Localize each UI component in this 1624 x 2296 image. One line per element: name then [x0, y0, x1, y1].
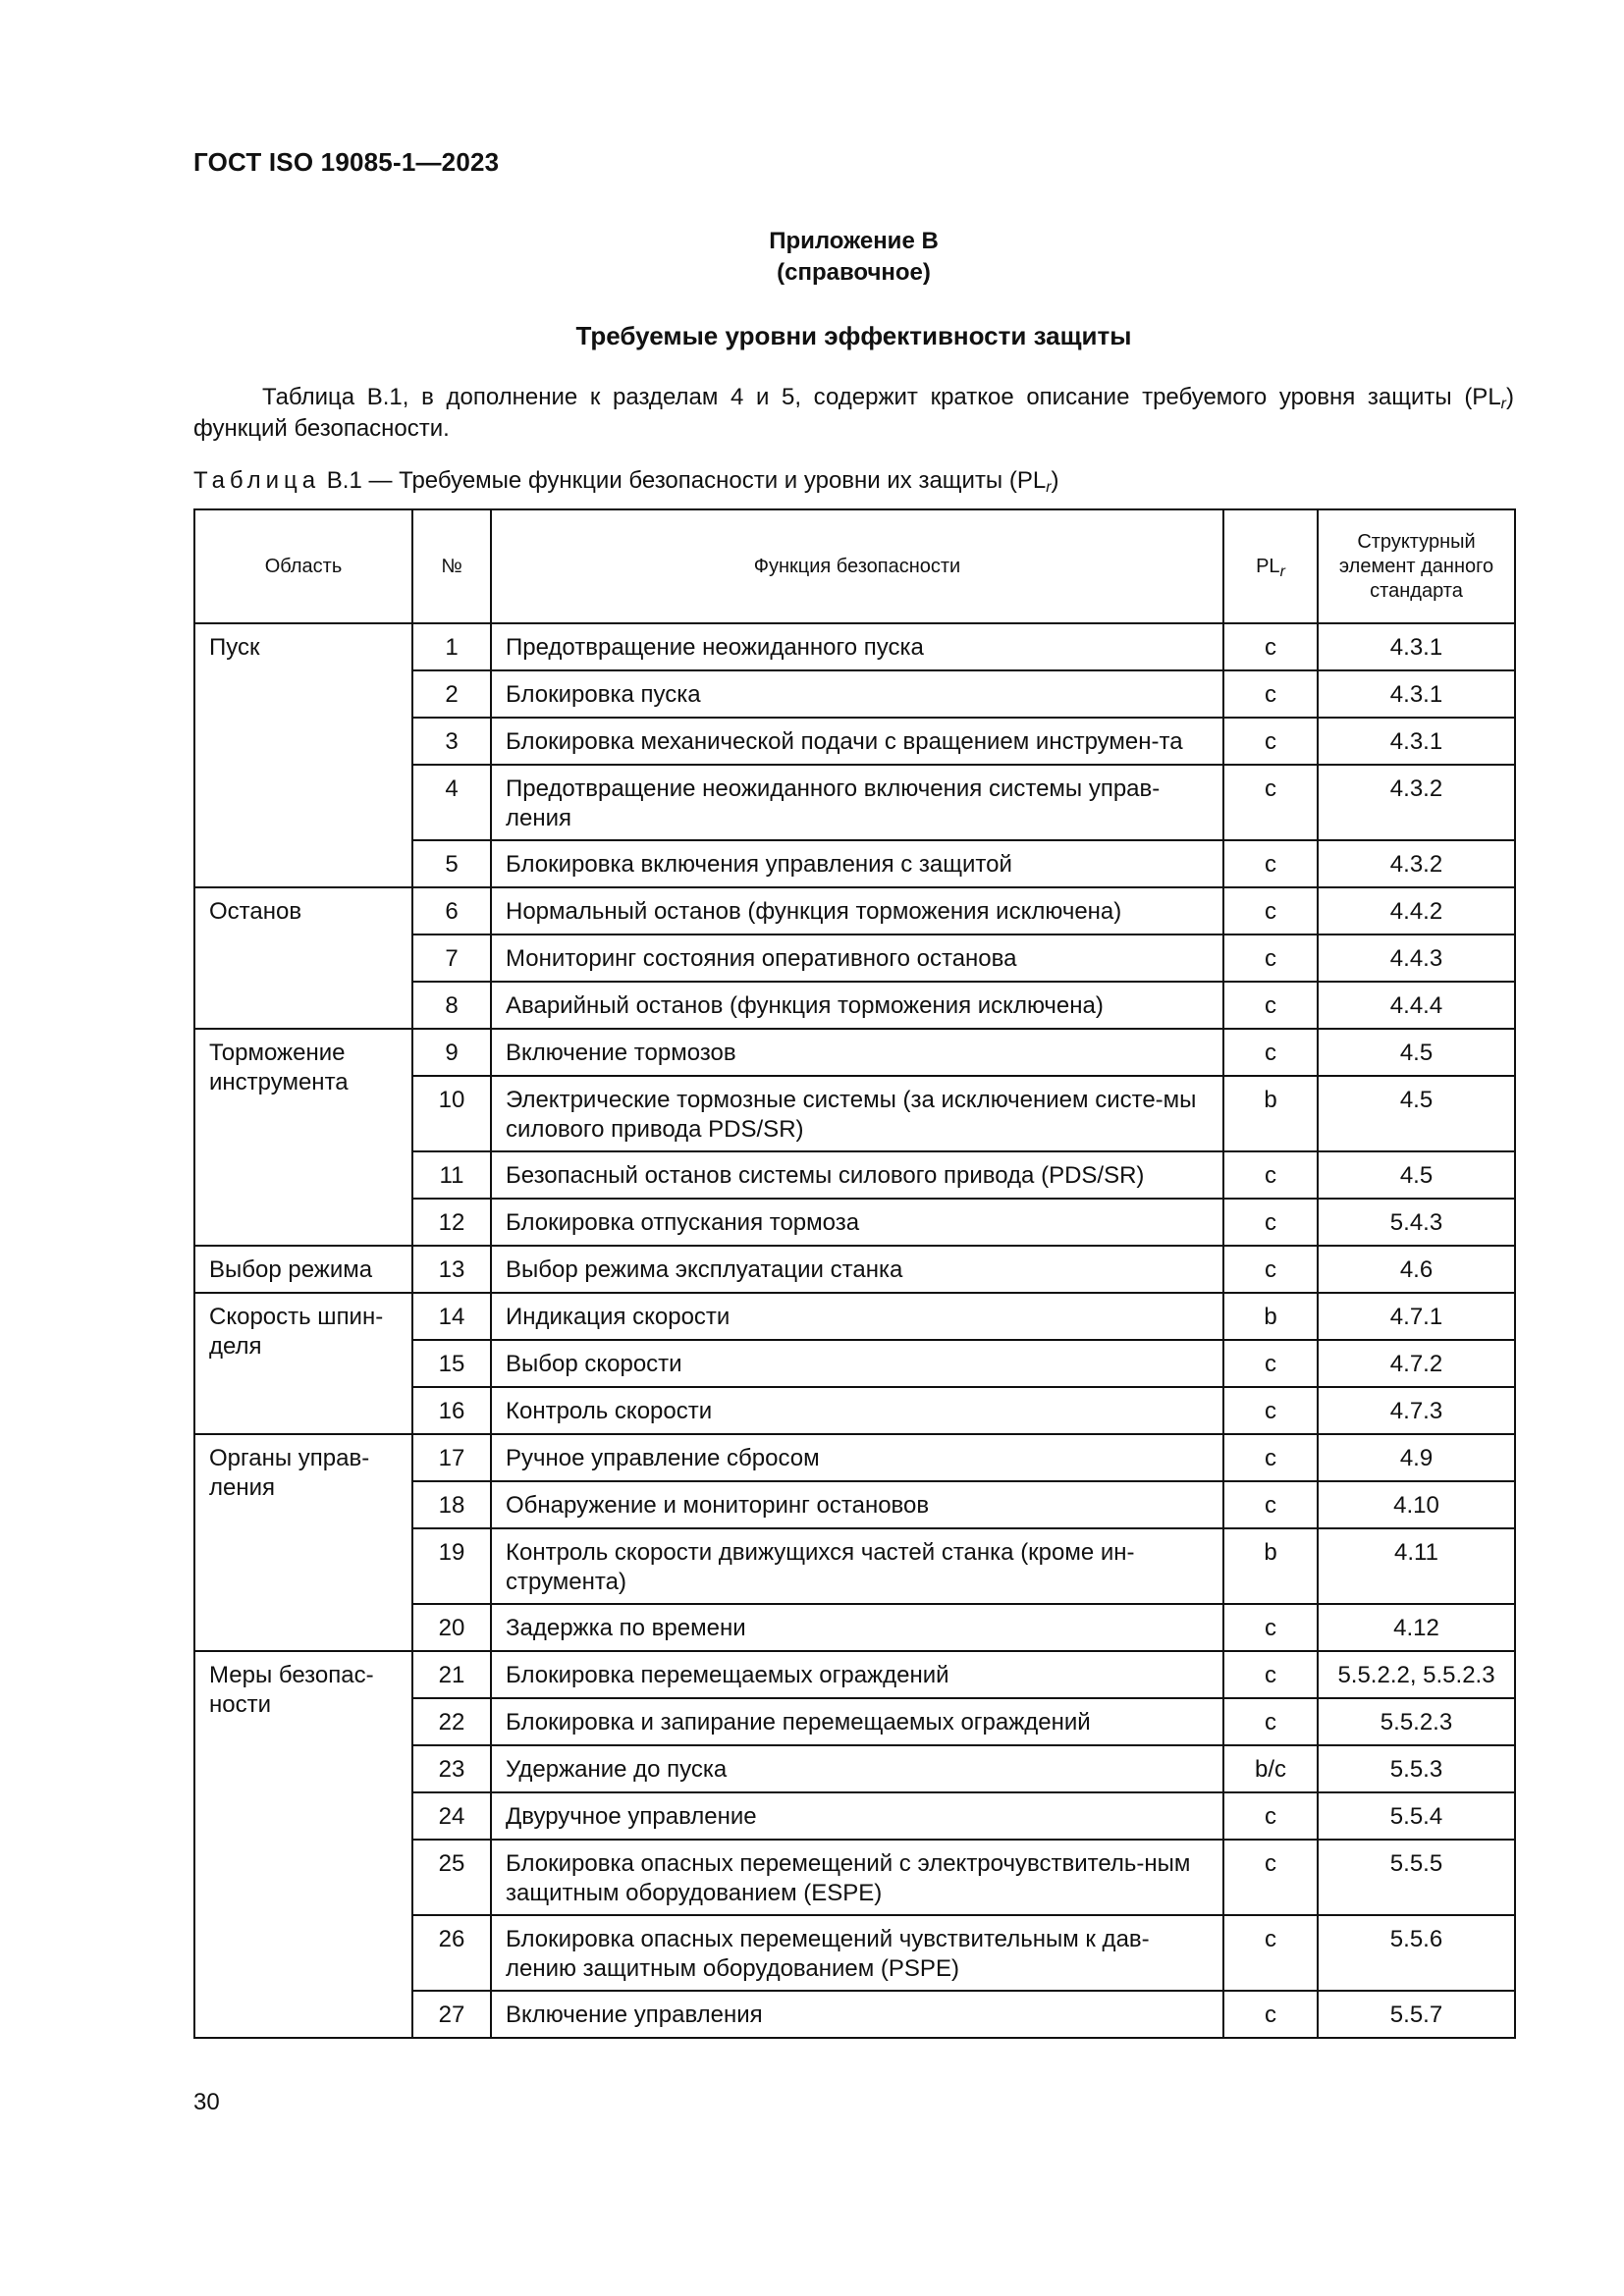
section-cell: 4.7.3 [1318, 1387, 1515, 1434]
pl-cell: c [1223, 1792, 1318, 1840]
num-cell: 5 [412, 840, 491, 887]
pl-cell: c [1223, 623, 1318, 670]
pl-cell: c [1223, 1151, 1318, 1199]
num-cell: 23 [412, 1745, 491, 1792]
function-cell: Блокировка отпускания тормоза [491, 1199, 1223, 1246]
pl-cell: b [1223, 1528, 1318, 1604]
area-cell: Скорость шпин-деля [194, 1293, 412, 1434]
pl-cell: c [1223, 1651, 1318, 1698]
section-cell: 4.4.4 [1318, 982, 1515, 1029]
function-cell: Выбор режима эксплуатации станка [491, 1246, 1223, 1293]
num-cell: 13 [412, 1246, 491, 1293]
table-header-row [194, 509, 1515, 623]
function-cell: Предотвращение неожиданного включения системы управ-ления [491, 765, 1223, 840]
section-cell: 4.9 [1318, 1434, 1515, 1481]
appendix-subtitle: (справочное) [777, 259, 931, 286]
header-element: Структурный элемент данного стандарта [1318, 509, 1515, 623]
section-cell: 4.7.1 [1318, 1293, 1515, 1340]
pl-cell: c [1223, 982, 1318, 1029]
section-cell: 4.5 [1318, 1151, 1515, 1199]
table-row [194, 1029, 1515, 1076]
num-cell: 22 [412, 1698, 491, 1745]
header-pl [1223, 509, 1318, 623]
num-cell: 19 [412, 1528, 491, 1604]
area-cell: Пуск [194, 623, 412, 887]
num-cell: 16 [412, 1387, 491, 1434]
intro-text-before: Таблица В.1, в дополнение к разделам 4 и 5, содержит краткое описание требуемого уровня защиты (PL [262, 384, 1501, 410]
section-cell: 4.6 [1318, 1246, 1515, 1293]
num-cell: 21 [412, 1651, 491, 1698]
pl-cell: c [1223, 1840, 1318, 1915]
function-cell: Блокировка опасных перемещений чувствительным к дав-лению защитным оборудованием (PSPE) [491, 1915, 1223, 1991]
num-cell: 9 [412, 1029, 491, 1076]
area-cell: Выбор режима [194, 1246, 412, 1293]
pl-cell: c [1223, 1199, 1318, 1246]
num-cell: 1 [412, 623, 491, 670]
pl-cell: c [1223, 1698, 1318, 1745]
section-cell: 5.5.7 [1318, 1991, 1515, 2038]
num-cell: 18 [412, 1481, 491, 1528]
function-cell: Блокировка и запирание перемещаемых ограждений [491, 1698, 1223, 1745]
function-cell: Нормальный останов (функция торможения исключена) [491, 887, 1223, 934]
section-cell: 4.11 [1318, 1528, 1515, 1604]
num-cell: 6 [412, 887, 491, 934]
num-cell: 17 [412, 1434, 491, 1481]
section-cell: 5.5.3 [1318, 1745, 1515, 1792]
section-title: Требуемые уровни эффективности защиты [575, 321, 1132, 350]
caption-text: В.1 — Требуемые функции безопасности и уровни их защиты (PL [320, 467, 1047, 494]
header-pl-subscript: r [1279, 562, 1285, 580]
caption-subscript: r [1046, 479, 1052, 496]
pl-cell: b/c [1223, 1745, 1318, 1792]
pl-cell: c [1223, 1991, 1318, 2038]
function-cell: Индикация скорости [491, 1293, 1223, 1340]
num-cell: 8 [412, 982, 491, 1029]
num-cell: 15 [412, 1340, 491, 1387]
table-row [194, 1434, 1515, 1481]
function-cell: Ручное управление сбросом [491, 1434, 1223, 1481]
pl-cell: c [1223, 1387, 1318, 1434]
function-cell: Задержка по времени [491, 1604, 1223, 1651]
num-cell: 4 [412, 765, 491, 840]
num-cell: 3 [412, 718, 491, 765]
table-row [194, 1246, 1515, 1293]
table-row [194, 887, 1515, 934]
function-cell: Двуручное управление [491, 1792, 1223, 1840]
caption-close: ) [1051, 467, 1059, 494]
section-cell: 4.7.2 [1318, 1340, 1515, 1387]
num-cell: 2 [412, 670, 491, 718]
function-cell: Блокировка опасных перемещений с электрочувствитель-ным защитным оборудованием (ESPE) [491, 1840, 1223, 1915]
pl-cell: c [1223, 670, 1318, 718]
function-cell: Контроль скорости движущихся частей станка (кроме ин-струмента) [491, 1528, 1223, 1604]
section-cell: 5.5.5 [1318, 1840, 1515, 1915]
pl-cell: c [1223, 765, 1318, 840]
area-cell: Органы управ-ления [194, 1434, 412, 1651]
num-cell: 7 [412, 934, 491, 982]
pl-cell: c [1223, 840, 1318, 887]
num-cell: 10 [412, 1076, 491, 1151]
appendix-title: Приложение В [769, 228, 939, 254]
function-cell: Включение тормозов [491, 1029, 1223, 1076]
section-cell: 4.3.1 [1318, 670, 1515, 718]
num-cell: 27 [412, 1991, 491, 2038]
pl-cell: c [1223, 1246, 1318, 1293]
section-cell: 4.5 [1318, 1029, 1515, 1076]
num-cell: 24 [412, 1792, 491, 1840]
caption-label: Таблица [193, 467, 321, 494]
function-cell: Мониторинг состояния оперативного останова [491, 934, 1223, 982]
area-cell: Останов [194, 887, 412, 1029]
standard-code: ГОСТ ISO 19085-1—2023 [193, 147, 500, 177]
function-cell: Блокировка перемещаемых ограждений [491, 1651, 1223, 1698]
function-cell: Аварийный останов (функция торможения исключена) [491, 982, 1223, 1029]
page-number: 30 [193, 2089, 220, 2115]
section-cell: 5.5.4 [1318, 1792, 1515, 1840]
header-num: № [412, 509, 491, 623]
header-function: Функция безопасности [491, 509, 1223, 623]
section-cell: 4.4.3 [1318, 934, 1515, 982]
pl-cell: b [1223, 1076, 1318, 1151]
area-cell: Меры безопас-ности [194, 1651, 412, 2038]
header-pl-text: PL [1256, 555, 1280, 577]
num-cell: 20 [412, 1604, 491, 1651]
intro-subscript: r [1500, 396, 1506, 412]
section-cell: 5.5.6 [1318, 1915, 1515, 1991]
pl-cell: c [1223, 1604, 1318, 1651]
intro-paragraph [193, 382, 1514, 445]
area-cell: Торможение инструмента [194, 1029, 412, 1246]
table-row [194, 1651, 1515, 1698]
section-cell: 4.5 [1318, 1076, 1515, 1151]
pl-cell: c [1223, 1434, 1318, 1481]
function-cell: Электрические тормозные системы (за исключением систе-мы силового привода PDS/SR) [491, 1076, 1223, 1151]
num-cell: 25 [412, 1840, 491, 1915]
section-cell: 5.5.2.3 [1318, 1698, 1515, 1745]
num-cell: 12 [412, 1199, 491, 1246]
section-cell: 4.10 [1318, 1481, 1515, 1528]
table-body [194, 623, 1515, 2038]
function-cell: Блокировка механической подачи с вращением инструмен-та [491, 718, 1223, 765]
section-cell: 4.3.2 [1318, 840, 1515, 887]
pl-cell: c [1223, 1481, 1318, 1528]
function-cell: Блокировка пуска [491, 670, 1223, 718]
function-cell: Предотвращение неожиданного пуска [491, 623, 1223, 670]
pl-cell: c [1223, 718, 1318, 765]
safety-functions-table [193, 508, 1516, 2039]
table-row [194, 623, 1515, 670]
num-cell: 26 [412, 1915, 491, 1991]
pl-cell: b [1223, 1293, 1318, 1340]
function-cell: Обнаружение и мониторинг остановов [491, 1481, 1223, 1528]
function-cell: Безопасный останов системы силового привода (PDS/SR) [491, 1151, 1223, 1199]
table-row [194, 1293, 1515, 1340]
function-cell: Включение управления [491, 1991, 1223, 2038]
function-cell: Выбор скорости [491, 1340, 1223, 1387]
pl-cell: c [1223, 934, 1318, 982]
section-cell: 4.4.2 [1318, 887, 1515, 934]
header-area: Область [194, 509, 412, 623]
section-cell: 4.3.2 [1318, 765, 1515, 840]
function-cell: Блокировка включения управления с защитой [491, 840, 1223, 887]
section-cell: 4.12 [1318, 1604, 1515, 1651]
section-cell: 5.5.2.2, 5.5.2.3 [1318, 1651, 1515, 1698]
table-caption [193, 467, 1059, 495]
num-cell: 14 [412, 1293, 491, 1340]
intro-text-after: ) функций безопасности. [193, 384, 1514, 442]
section-cell: 4.3.1 [1318, 718, 1515, 765]
num-cell: 11 [412, 1151, 491, 1199]
pl-cell: c [1223, 1029, 1318, 1076]
pl-cell: c [1223, 1915, 1318, 1991]
section-cell: 5.4.3 [1318, 1199, 1515, 1246]
pl-cell: c [1223, 887, 1318, 934]
section-cell: 4.3.1 [1318, 623, 1515, 670]
function-cell: Контроль скорости [491, 1387, 1223, 1434]
pl-cell: c [1223, 1340, 1318, 1387]
function-cell: Удержание до пуска [491, 1745, 1223, 1792]
